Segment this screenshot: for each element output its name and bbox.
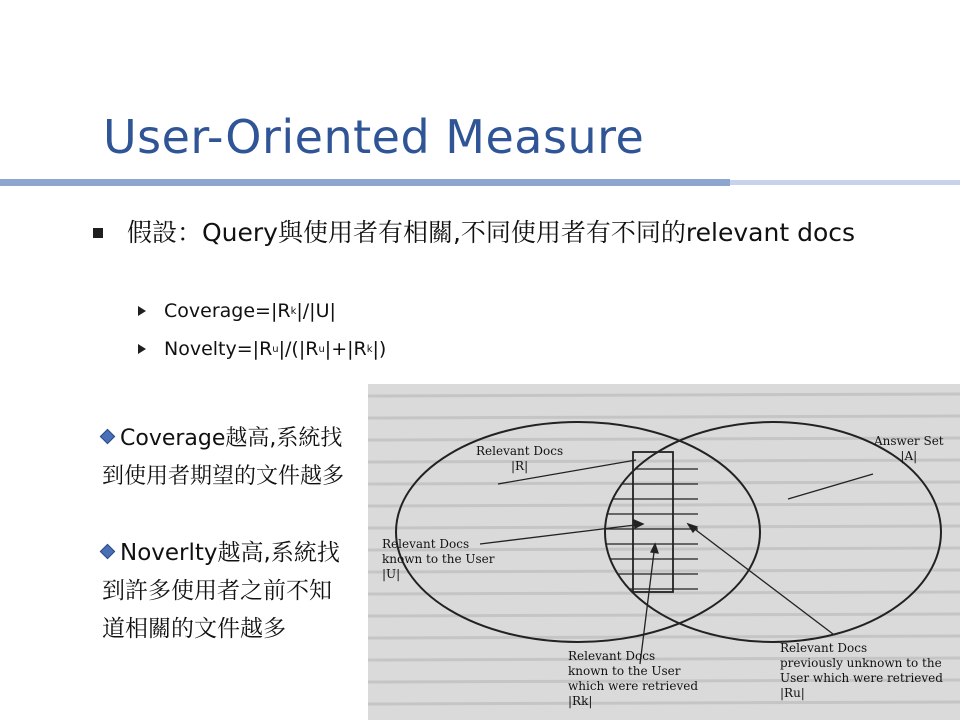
coverage-suffix: |/|U| [296,300,336,322]
label-unknown-retrieved [780,641,943,701]
label-known-docs-line2: known to the User [382,552,495,566]
label-known-docs-line3: |U| [382,567,401,581]
novelty-suffix: |) [372,338,387,360]
label-unknown-retrieved-line4: |Ru| [780,686,805,700]
diamond-bullet-icon [100,544,116,560]
label-known-docs-line1: Relevant Docs [382,537,470,551]
title-rule-light [730,180,960,185]
note-novelty-text: Noverlty越高,系統找到許多使用者之前不知道相關的文件越多 [102,540,340,642]
label-relevant-docs-line1: Relevant Docs [476,444,564,458]
main-bullet-text: 假設：Query與使用者有相關,不同使用者有不同的relevant docs [127,218,856,247]
coverage-formula [138,300,336,322]
label-relevant-docs [476,444,563,474]
label-unknown-retrieved-line2: previously unknown to the [780,656,942,670]
novelty-sub-u2: u [318,343,325,355]
label-relevant-docs-line2: |R| [510,459,529,473]
label-answer-set-line1: Answer Set [874,434,944,448]
label-known-retrieved-line2: known to the User [568,664,681,678]
scanned-venn-figure [368,384,960,720]
note-coverage [102,420,352,496]
note-novelty [102,534,352,648]
title-rule [0,179,730,186]
novelty-mid2: |+|R [324,338,367,360]
coverage-sub-k: k [290,305,297,317]
diamond-bullet-icon [100,429,116,445]
novelty-sub-u: u [272,343,279,355]
arrow-bullet-icon [138,344,146,354]
note-coverage-text: Coverage越高,系統找到使用者期望的文件越多 [102,426,345,489]
coverage-prefix: Coverage=|R [164,300,291,322]
label-answer-set-line2: |A| [900,449,918,463]
label-known-retrieved-line1: Relevant Docs [568,649,656,663]
novelty-formula [138,338,386,360]
novelty-prefix: Novelty=|R [164,338,273,360]
label-unknown-retrieved-line1: Relevant Docs [780,641,868,655]
label-known-retrieved-line4: |Rk| [568,694,593,708]
label-known-retrieved-line3: which were retrieved [568,679,699,693]
label-unknown-retrieved-line3: User which were retrieved [780,671,943,685]
arrow-bullet-icon [138,306,146,316]
label-answer-set [874,434,944,464]
slide-title: User-Oriented Measure [103,110,645,164]
novelty-sub-k: k [366,343,373,355]
label-known-retrieved [568,649,698,709]
label-known-docs [382,537,494,582]
novelty-mid: |/(|R [278,338,319,360]
square-bullet-icon [93,228,103,238]
